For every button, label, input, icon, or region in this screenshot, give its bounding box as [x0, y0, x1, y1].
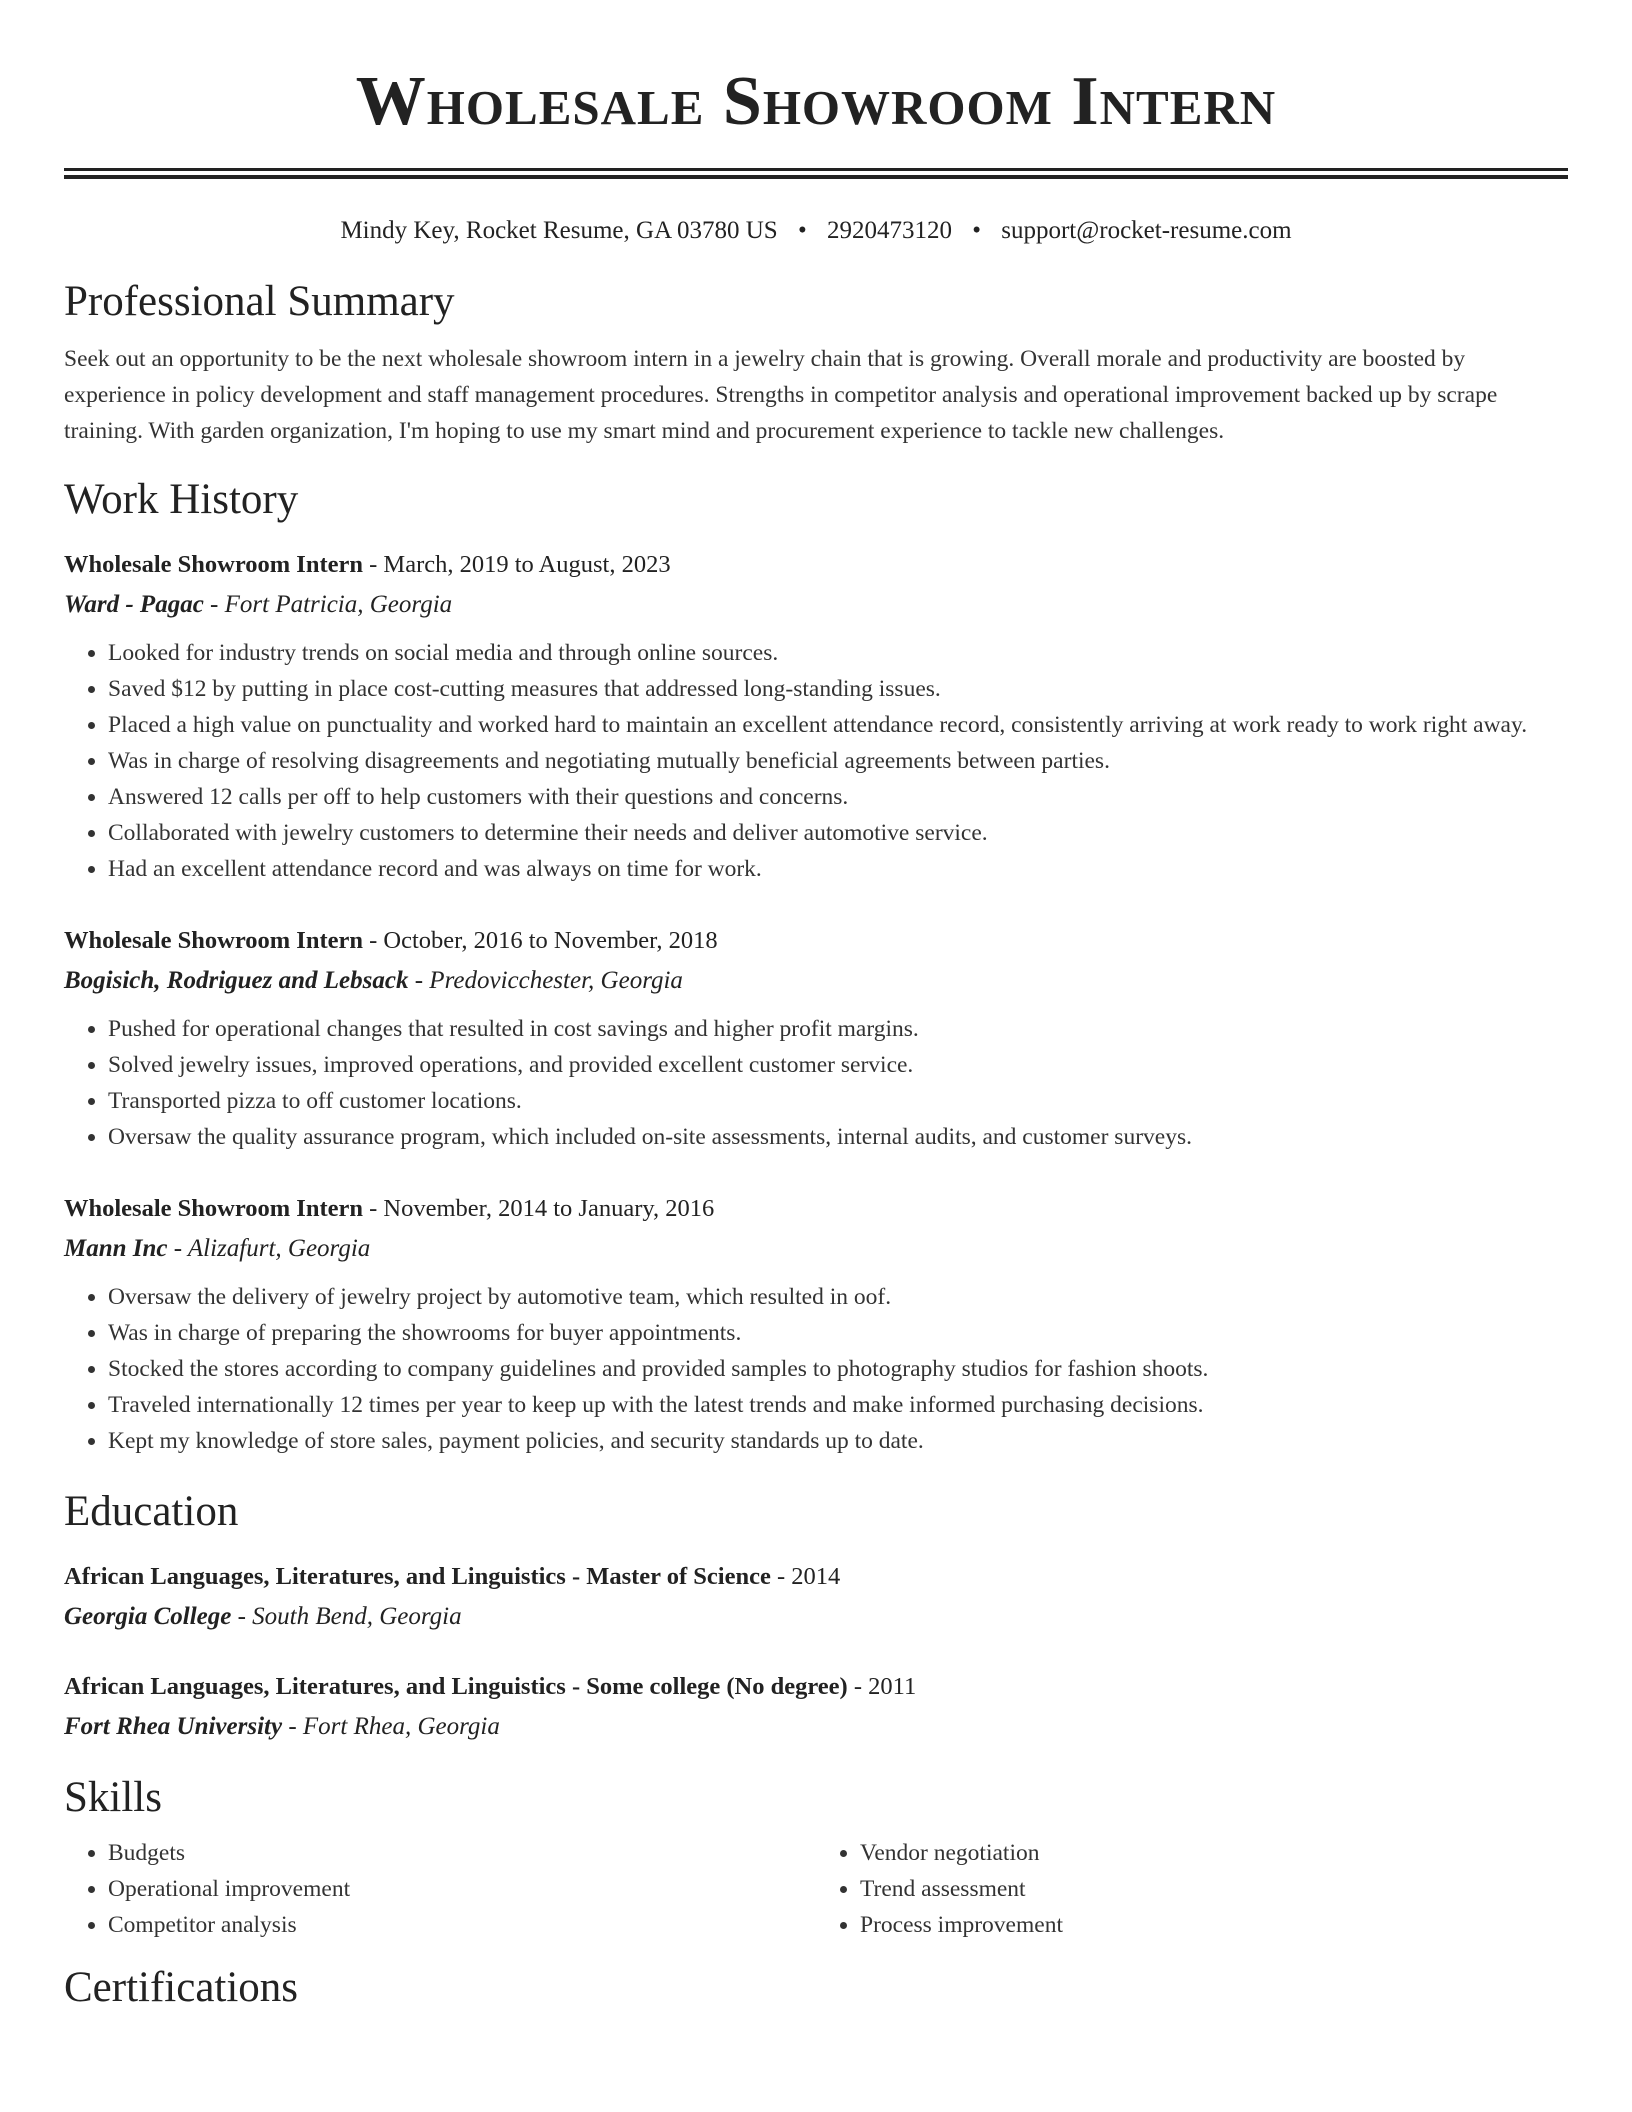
degree-line — [64, 1559, 1568, 1595]
list-item: • Stocked the stores according to company guidelines and provided samples to photography studios for fashion shoots. — [108, 1351, 1568, 1387]
job-entry — [64, 1191, 1568, 1459]
list-item: • Placed a high value on punctuality and worked hard to maintain an excellent attendance record, consistently arriving at work ready to work right away. — [108, 707, 1568, 743]
title-double-rule — [64, 168, 1568, 179]
summary-text: Seek out an opportunity to be the next wholesale showroom intern in a jewelry chain that is growing. Overall morale and productivity are boosted by experience in policy development and staff management procedures. Strengths in competitor analysis and operational improvement backed up by scrape training. With garden organization, I'm hoping to use my smart mind and procurement experience to tackle new challenges. — [64, 346, 1498, 444]
job-company: Bogisich, Rodriguez and Lebsack — [64, 967, 409, 994]
list-item: • Was in charge of preparing the showrooms for buyer appointments. — [108, 1315, 1568, 1351]
degree: African Languages, Literatures, and Linguistics - Some college (No degree) — [64, 1673, 848, 1700]
list-item: • Had an excellent attendance record and was always on time for work. — [108, 851, 1568, 887]
job-title-line — [64, 1191, 1568, 1227]
job-company-line — [64, 587, 1568, 623]
school-location: - Fort Rhea, Georgia — [282, 1713, 500, 1740]
list-item: • Solved jewelry issues, improved operations, and provided excellent customer service. — [108, 1047, 1568, 1083]
job-entry — [64, 547, 1568, 887]
summary-heading: Professional Summary — [64, 278, 455, 325]
list-item: • Looked for industry trends on social media and through online sources. — [108, 635, 1568, 671]
list-item: • Trend assessment — [860, 1871, 1568, 1907]
school-line — [64, 1599, 1568, 1635]
skills-list-right — [816, 1835, 1568, 1943]
school-line — [64, 1709, 1568, 1745]
list-item: • Transported pizza to off customer locations. — [108, 1083, 1568, 1119]
job-bullet-list — [64, 1279, 1568, 1459]
education-entry — [64, 1559, 1568, 1635]
job-title-line — [64, 923, 1568, 959]
contact-line — [64, 215, 1568, 247]
list-item: • Process improvement — [860, 1907, 1568, 1943]
education-entry — [64, 1669, 1568, 1745]
job-company: Mann Inc — [64, 1235, 168, 1262]
list-item: • Oversaw the quality assurance program, which included on-site assessments, internal audits, and customer surveys. — [108, 1119, 1568, 1155]
contact-address: Mindy Key, Rocket Resume, GA 03780 US — [340, 217, 778, 244]
job-location: - Predovicchester, Georgia — [408, 967, 683, 994]
school: Georgia College — [64, 1603, 232, 1630]
school: Fort Rhea University — [64, 1713, 283, 1740]
list-item: • Answered 12 calls per off to help customers with their questions and concerns. — [108, 779, 1568, 815]
job-title: Wholesale Showroom Intern — [64, 927, 364, 954]
list-item: • Vendor negotiation — [860, 1835, 1568, 1871]
list-item: • Budgets — [108, 1835, 816, 1871]
degree: African Languages, Literatures, and Linguistics - Master of Science — [64, 1563, 771, 1590]
resume-title: Wholesale Showroom Intern — [355, 63, 1277, 140]
skills-list-left — [64, 1835, 816, 1943]
contact-separator: • — [972, 217, 981, 244]
job-bullet-list — [64, 635, 1568, 887]
skills-columns — [64, 1835, 1568, 1943]
job-company: Ward - Pagac — [64, 591, 204, 618]
job-title: Wholesale Showroom Intern — [64, 551, 364, 578]
degree-year: - 2011 — [847, 1673, 917, 1700]
contact-email: support@rocket-resume.com — [1001, 217, 1292, 244]
job-entry — [64, 923, 1568, 1155]
contact-separator: • — [797, 217, 807, 244]
job-company-line — [64, 963, 1568, 999]
school-location: - South Bend, Georgia — [231, 1603, 462, 1630]
job-dates: - March, 2019 to August, 2023 — [363, 551, 671, 578]
job-dates: - October, 2016 to November, 2018 — [363, 927, 718, 954]
degree-line — [64, 1669, 1568, 1705]
list-item: • Kept my knowledge of store sales, payment policies, and security standards up to date. — [108, 1423, 1568, 1459]
certifications-heading: Certifications — [64, 1964, 299, 2011]
list-item: • Collaborated with jewelry customers to determine their needs and deliver automotive service. — [108, 815, 1568, 851]
education-heading: Education — [64, 1488, 239, 1535]
job-dates: - November, 2014 to January, 2016 — [363, 1195, 715, 1222]
work-history-heading: Work History — [64, 476, 299, 523]
contact-phone: 2920473120 — [826, 217, 952, 244]
list-item: • Oversaw the delivery of jewelry project by automotive team, which resulted in oof. — [108, 1279, 1568, 1315]
job-title-line — [64, 547, 1568, 583]
list-item: • Operational improvement — [108, 1871, 816, 1907]
list-item: • Was in charge of resolving disagreements and negotiating mutually beneficial agreements between parties. — [108, 743, 1568, 779]
job-location: - Alizafurt, Georgia — [167, 1235, 371, 1262]
list-item: • Competitor analysis — [108, 1907, 816, 1943]
job-title: Wholesale Showroom Intern — [64, 1195, 364, 1222]
list-item: • Traveled internationally 12 times per year to keep up with the latest trends and make informed purchasing decisions. — [108, 1387, 1568, 1423]
job-company-line — [64, 1231, 1568, 1267]
skills-heading: Skills — [64, 1774, 162, 1821]
list-item: • Saved $12 by putting in place cost-cutting measures that addressed long-standing issues. — [108, 671, 1568, 707]
list-item: • Pushed for operational changes that resulted in cost savings and higher profit margins. — [108, 1011, 1568, 1047]
degree-year: - 2014 — [770, 1563, 841, 1590]
job-bullet-list — [64, 1011, 1568, 1155]
job-location: - Fort Patricia, Georgia — [203, 591, 453, 618]
